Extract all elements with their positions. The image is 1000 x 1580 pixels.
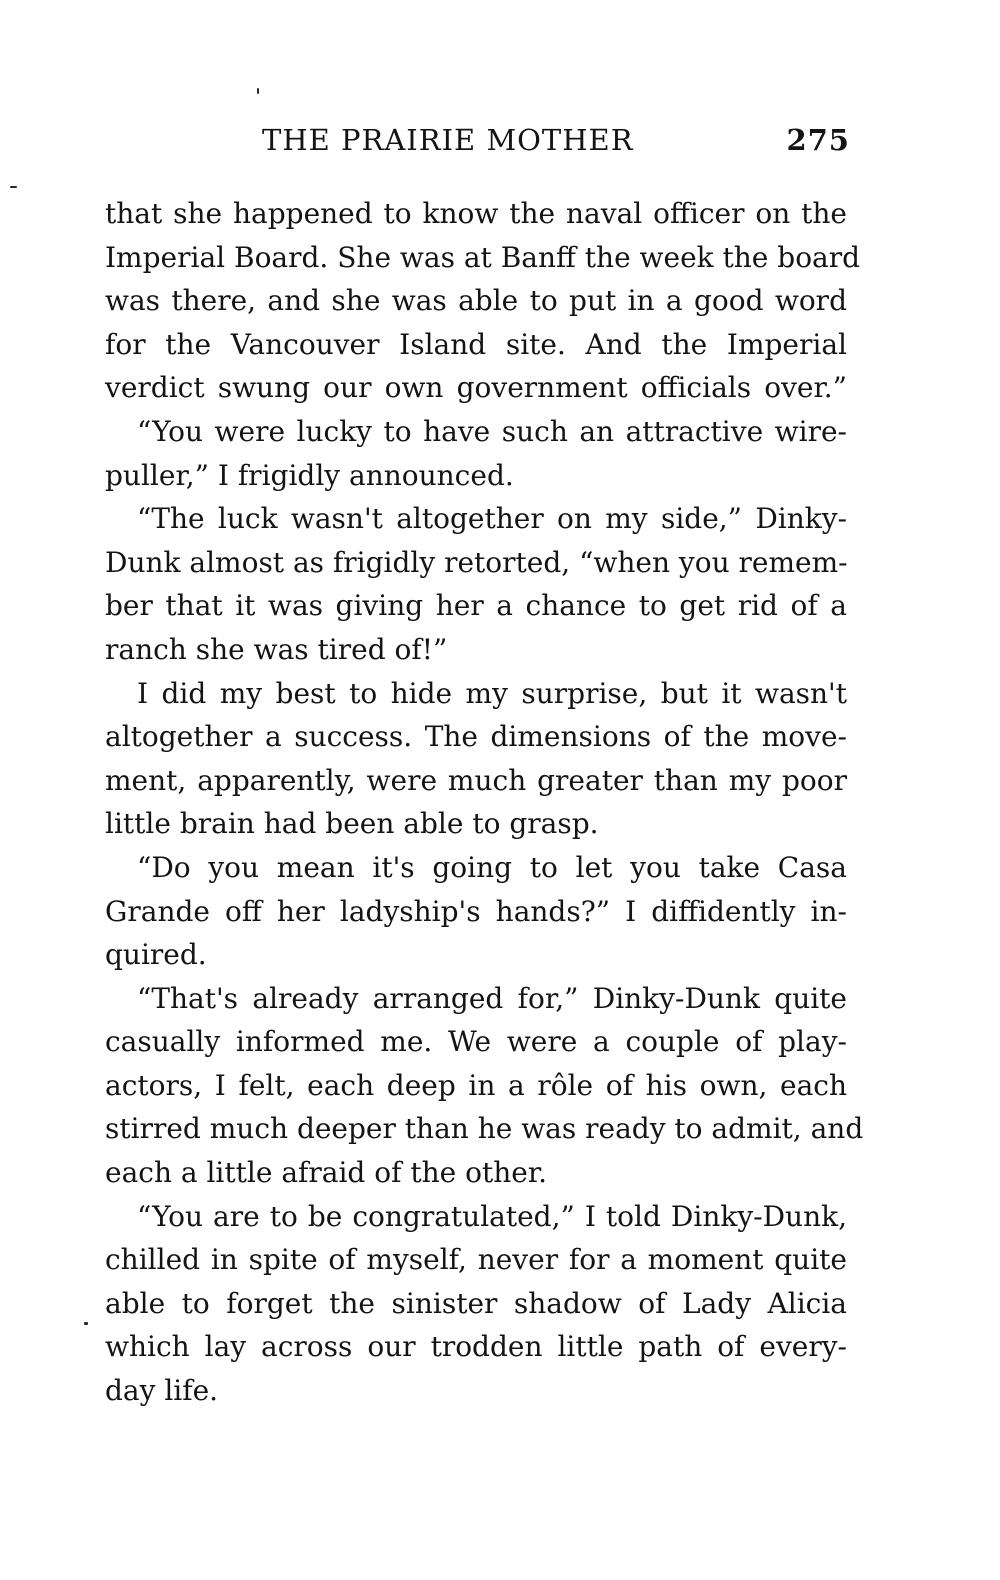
text-line: ranch she was tired of!” [105, 632, 448, 666]
text-line: “The luck wasn't altogether on my side,” Dinky- [137, 502, 847, 536]
text-line: altogether a success. The dimensions of the move- [105, 720, 847, 754]
text-line: each a little afraid of the other. [105, 1156, 548, 1190]
text-line: ber that it was giving her a chance to get rid of a [105, 589, 847, 623]
text-line: able to forget the sinister shadow of Lady Alicia [105, 1286, 847, 1320]
text-line: which lay across our trodden little path of every- [105, 1330, 847, 1364]
text-line: verdict swung our own government officials over.” [105, 371, 847, 405]
text-line: day life. [105, 1374, 219, 1408]
paragraph [105, 497, 847, 671]
running-head [262, 118, 850, 162]
text-line: Imperial Board. She was at Banff the week the board [105, 240, 861, 274]
text-line: “That's already arranged for,” Dinky-Dunk quite [137, 981, 847, 1015]
text-line: I did my best to hide my surprise, but it wasn't [137, 676, 847, 710]
text-line: Dunk almost as frigidly retorted, “when you remem- [105, 545, 848, 579]
text-line: casually informed me. We were a couple of play- [105, 1025, 847, 1059]
text-line: “You are to be congratulated,” I told Dinky-Dunk, [137, 1199, 847, 1233]
text-line: chilled in spite of myself, never for a moment quite [105, 1243, 847, 1277]
paragraph [105, 1195, 847, 1413]
text-line: ment, apparently, were much greater than my poor [105, 763, 847, 797]
print-speck [84, 1322, 88, 1325]
page-number: 275 [786, 123, 850, 157]
paragraph [105, 410, 847, 497]
text-line: for the Vancouver Island site. And the Imperial [105, 327, 847, 361]
paragraph [105, 192, 861, 410]
text-line: that she happened to know the naval officer on the [105, 197, 847, 230]
paragraph [105, 977, 864, 1195]
text-line: puller,” I frigidly announced. [105, 458, 514, 492]
text-line: “Do you mean it's going to let you take Casa [137, 850, 847, 884]
text-line: Grande off her ladyship's hands?” I diffidently in- [105, 894, 847, 928]
body-text [105, 192, 864, 1413]
print-speck [257, 88, 259, 94]
text-line: little brain had been able to grasp. [105, 807, 599, 841]
paragraph [105, 846, 847, 977]
paragraph [105, 672, 847, 846]
running-title: THE PRAIRIE MOTHER [262, 123, 634, 157]
text-line: actors, I felt, each deep in a rôle of his own, each [105, 1068, 847, 1102]
print-speck [10, 186, 17, 188]
text-line: “You were lucky to have such an attractive wire- [137, 414, 847, 448]
text-line: stirred much deeper than he was ready to admit, and [105, 1112, 864, 1146]
text-line: was there, and she was able to put in a good word [105, 284, 847, 318]
text-line: quired. [105, 938, 207, 972]
